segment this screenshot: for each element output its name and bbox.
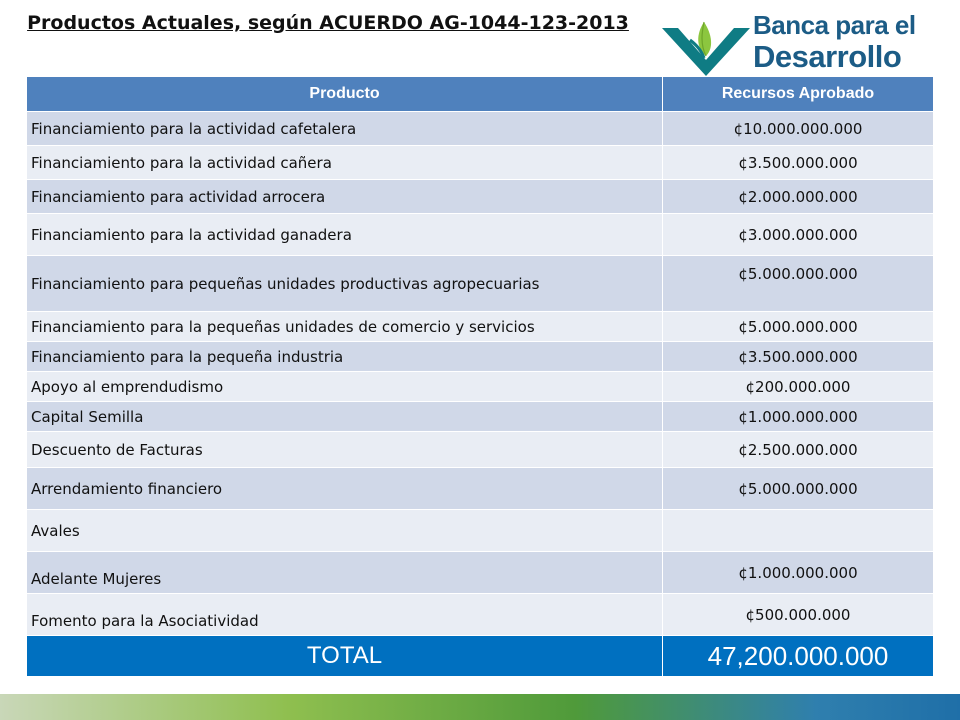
table-row [27, 552, 934, 594]
product-cell: Financiamiento para actividad arrocera [27, 180, 663, 214]
total-label: TOTAL [27, 636, 663, 677]
product-cell: Fomento para la Asociatividad [27, 594, 663, 636]
product-cell: Financiamiento para la pequeñas unidades de comercio y servicios [27, 312, 663, 342]
slide-title: Productos Actuales, según ACUERDO AG-1044-123-2013 [27, 12, 629, 34]
logo-line2: Desarrollo [753, 39, 902, 74]
product-cell: Financiamiento para la pequeña industria [27, 342, 663, 372]
amount-cell: ¢2.500.000.000 [663, 432, 934, 468]
amount-cell: ¢500.000.000 [663, 594, 934, 636]
product-cell: Descuento de Facturas [27, 432, 663, 468]
product-cell: Adelante Mujeres [27, 552, 663, 594]
logo-line1: Banca para el [753, 10, 916, 40]
table-row [27, 146, 934, 180]
product-cell: Apoyo al emprendudismo [27, 372, 663, 402]
logo-text [753, 10, 916, 74]
amount-cell: ¢200.000.000 [663, 372, 934, 402]
amount-cell: ¢2.000.000.000 [663, 180, 934, 214]
products-table [26, 76, 934, 677]
amount-cell: ¢5.000.000.000 [663, 312, 934, 342]
table-row [27, 180, 934, 214]
product-cell: Avales [27, 510, 663, 552]
table-row [27, 594, 934, 636]
amount-cell: ¢3.000.000.000 [663, 214, 934, 256]
amount-cell: ¢10.000.000.000 [663, 112, 934, 146]
amount-cell: ¢1.000.000.000 [663, 402, 934, 432]
table-row [27, 342, 934, 372]
product-cell: Financiamiento para la actividad cafetalera [27, 112, 663, 146]
table-row [27, 214, 934, 256]
table-row [27, 112, 934, 146]
product-cell: Financiamiento para pequeñas unidades productivas agropecuarias [27, 256, 663, 312]
table-row [27, 432, 934, 468]
logo [660, 10, 960, 76]
total-amount: 47,200.000.000 [663, 636, 934, 677]
chevron-leaf-icon [660, 10, 752, 76]
product-cell: Financiamiento para la actividad cañera [27, 146, 663, 180]
amount-cell: ¢3.500.000.000 [663, 342, 934, 372]
amount-cell [663, 510, 934, 552]
product-cell: Arrendamiento financiero [27, 468, 663, 510]
amount-cell: ¢5.000.000.000 [663, 256, 934, 312]
bottom-gradient-bar [0, 694, 960, 720]
product-cell: Capital Semilla [27, 402, 663, 432]
amount-cell: ¢1.000.000.000 [663, 552, 934, 594]
amount-cell: ¢5.000.000.000 [663, 468, 934, 510]
table-row [27, 510, 934, 552]
header-producto: Producto [27, 77, 663, 112]
table-row [27, 468, 934, 510]
table-row [27, 312, 934, 342]
header-recursos: Recursos Aprobado [663, 77, 934, 112]
product-cell: Financiamiento para la actividad ganadera [27, 214, 663, 256]
table-row [27, 256, 934, 312]
amount-cell: ¢3.500.000.000 [663, 146, 934, 180]
table-row [27, 372, 934, 402]
table-row [27, 402, 934, 432]
table-header-row [27, 77, 934, 112]
total-row [27, 636, 934, 677]
